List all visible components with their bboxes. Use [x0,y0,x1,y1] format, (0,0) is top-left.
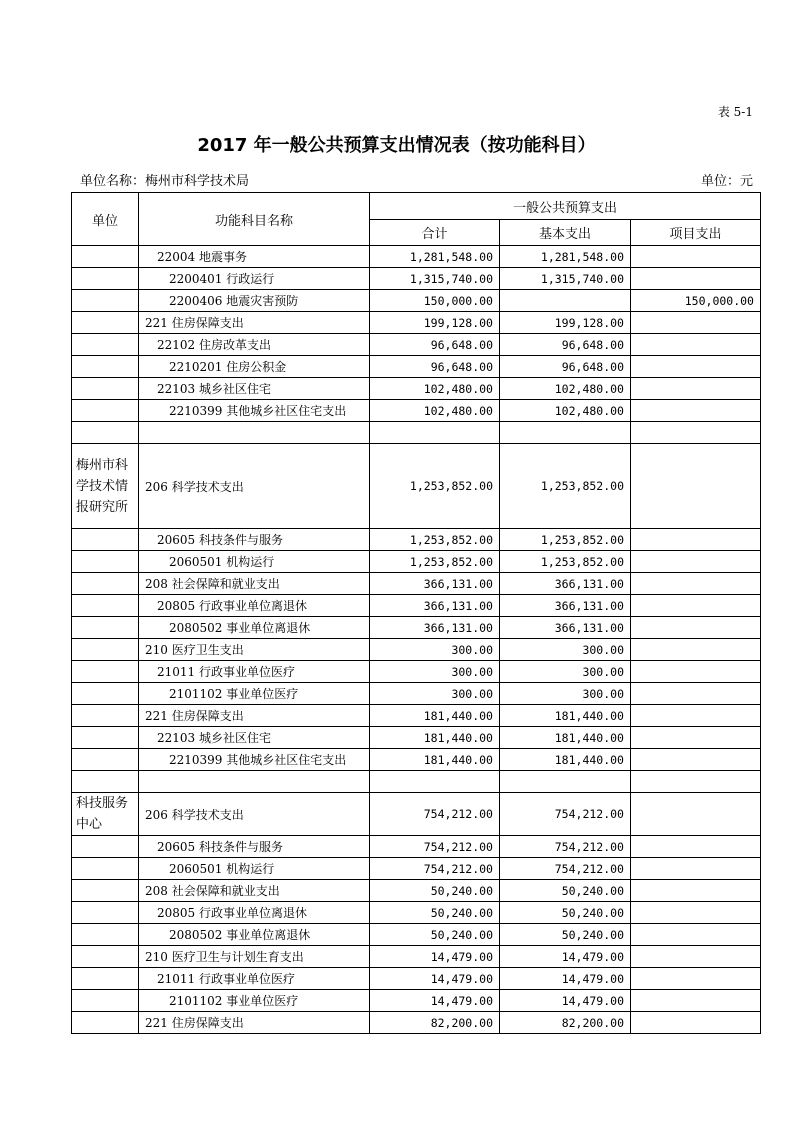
total-cell: 199,128.00 [370,312,500,334]
basic-cell: 181,440.00 [500,705,631,727]
subject-cell: 208 社会保障和就业支出 [139,573,370,595]
unit-cell [72,902,139,924]
unit-cell [72,268,139,290]
basic-cell: 14,479.00 [500,968,631,990]
page-title: 2017 年一般公共预算支出情况表（按功能科目） [197,135,596,156]
subject-cell: 221 住房保障支出 [139,312,370,334]
table-row [72,1012,761,1034]
project-cell [631,902,761,924]
unit-cell [72,378,139,400]
total-cell: 102,480.00 [370,400,500,422]
total-cell: 1,315,740.00 [370,268,500,290]
budget-table [71,192,761,1034]
basic-cell: 102,480.00 [500,378,631,400]
table-row [72,968,761,990]
total-cell: 14,479.00 [370,968,500,990]
total-cell: 366,131.00 [370,573,500,595]
total-cell: 181,440.00 [370,727,500,749]
project-cell [631,268,761,290]
header-total: 合计 [370,220,500,246]
subject-cell: 210 医疗卫生支出 [139,639,370,661]
subject-cell: 206 科学技术支出 [139,793,370,836]
basic-cell [500,771,631,793]
table-row [72,312,761,334]
total-cell: 96,648.00 [370,356,500,378]
table-row [72,836,761,858]
unit-cell [72,334,139,356]
basic-cell: 14,479.00 [500,990,631,1012]
header-basic: 基本支出 [500,220,631,246]
subject-cell: 210 医疗卫生与计划生育支出 [139,946,370,968]
basic-cell: 50,240.00 [500,902,631,924]
header-unit: 单位 [72,193,139,246]
project-cell [631,378,761,400]
unit-cell [72,639,139,661]
basic-cell: 82,200.00 [500,1012,631,1034]
subject-cell: 2080502 事业单位离退休 [139,924,370,946]
total-cell: 96,648.00 [370,334,500,356]
basic-cell: 96,648.00 [500,356,631,378]
subject-cell: 2210399 其他城乡社区住宅支出 [139,400,370,422]
project-cell [631,836,761,858]
subject-cell: 2200401 行政运行 [139,268,370,290]
project-cell [631,334,761,356]
unit-cell [72,924,139,946]
basic-cell: 366,131.00 [500,595,631,617]
total-cell: 300.00 [370,661,500,683]
subject-cell: 221 住房保障支出 [139,1012,370,1034]
total-cell [370,422,500,444]
unit-cell [72,836,139,858]
subject-cell: 22004 地震事务 [139,246,370,268]
subject-cell: 21011 行政事业单位医疗 [139,661,370,683]
table-row [72,356,761,378]
project-cell [631,924,761,946]
subject-cell: 2101102 事业单位医疗 [139,683,370,705]
project-cell [631,573,761,595]
unit-cell [72,858,139,880]
total-cell [370,771,500,793]
project-cell [631,771,761,793]
project-cell [631,551,761,573]
basic-cell: 300.00 [500,683,631,705]
unit-cell [72,749,139,771]
unit-cell [72,880,139,902]
total-cell: 50,240.00 [370,880,500,902]
basic-cell: 1,253,852.00 [500,444,631,529]
table-row [72,639,761,661]
total-cell: 754,212.00 [370,858,500,880]
total-cell: 150,000.00 [370,290,500,312]
basic-cell: 181,440.00 [500,727,631,749]
project-cell [631,727,761,749]
subject-cell: 22103 城乡社区住宅 [139,378,370,400]
table-row [72,595,761,617]
total-cell: 1,253,852.00 [370,551,500,573]
subject-cell: 20605 科技条件与服务 [139,529,370,551]
unit-cell [72,246,139,268]
table-row [72,290,761,312]
unit-cell [72,990,139,1012]
unit-cell [72,356,139,378]
table-row [72,444,761,529]
table-row [72,551,761,573]
basic-cell: 96,648.00 [500,334,631,356]
unit-cell [72,529,139,551]
project-cell [631,705,761,727]
total-cell: 1,253,852.00 [370,529,500,551]
table-row [72,858,761,880]
unit-cell [72,617,139,639]
basic-cell: 1,253,852.00 [500,529,631,551]
project-cell [631,444,761,529]
table-row [72,880,761,902]
project-cell: 150,000.00 [631,290,761,312]
total-cell: 754,212.00 [370,836,500,858]
project-cell [631,858,761,880]
subject-cell: 22102 住房改革支出 [139,334,370,356]
unit-cell [72,422,139,444]
subject-cell [139,771,370,793]
table-row [72,749,761,771]
table-row [72,400,761,422]
subject-cell: 2060501 机构运行 [139,858,370,880]
total-cell: 14,479.00 [370,946,500,968]
table-row [72,268,761,290]
unit-cell [72,683,139,705]
total-cell: 50,240.00 [370,924,500,946]
table-row [72,990,761,1012]
header-group: 一般公共预算支出 [370,193,761,220]
total-cell: 754,212.00 [370,793,500,836]
subject-cell: 208 社会保障和就业支出 [139,880,370,902]
unit-cell [72,1012,139,1034]
project-cell [631,793,761,836]
subject-cell: 22103 城乡社区住宅 [139,727,370,749]
basic-cell: 14,479.00 [500,946,631,968]
subject-cell: 21011 行政事业单位医疗 [139,968,370,990]
table-row [72,378,761,400]
project-cell [631,968,761,990]
unit-cell [72,551,139,573]
subject-cell: 2060501 机构运行 [139,551,370,573]
project-cell [631,683,761,705]
basic-cell: 366,131.00 [500,617,631,639]
basic-cell: 1,253,852.00 [500,551,631,573]
basic-cell: 754,212.00 [500,858,631,880]
project-cell [631,312,761,334]
subject-cell: 2080502 事业单位离退休 [139,617,370,639]
subject-cell: 221 住房保障支出 [139,705,370,727]
total-cell: 14,479.00 [370,990,500,1012]
unit-cell: 科技服务中心 [72,793,139,836]
table-row [72,793,761,836]
unit-cell [72,595,139,617]
basic-cell [500,290,631,312]
total-cell: 1,253,852.00 [370,444,500,529]
table-row [72,683,761,705]
unit-cell [72,290,139,312]
table-row [72,705,761,727]
unit-cell: 梅州市科学技术情报研究所 [72,444,139,529]
project-cell [631,529,761,551]
basic-cell: 102,480.00 [500,400,631,422]
basic-cell: 366,131.00 [500,573,631,595]
basic-cell: 300.00 [500,661,631,683]
unit-cell [72,573,139,595]
unit-cell [72,946,139,968]
header-subject: 功能科目名称 [139,193,370,246]
subject-cell: 20605 科技条件与服务 [139,836,370,858]
total-cell: 300.00 [370,639,500,661]
project-cell [631,356,761,378]
unit-cell [72,771,139,793]
table-row [72,771,761,793]
subject-cell: 2101102 事业单位医疗 [139,990,370,1012]
basic-cell: 199,128.00 [500,312,631,334]
unit-cell [72,727,139,749]
project-cell [631,400,761,422]
project-cell [631,595,761,617]
project-cell [631,617,761,639]
currency-label: 单位：元 [700,174,753,189]
total-cell: 366,131.00 [370,617,500,639]
project-cell [631,422,761,444]
basic-cell: 754,212.00 [500,793,631,836]
basic-cell: 1,281,548.00 [500,246,631,268]
table-row [72,924,761,946]
basic-cell: 50,240.00 [500,880,631,902]
project-cell [631,639,761,661]
unit-cell [72,661,139,683]
project-cell [631,1012,761,1034]
unit-cell [72,968,139,990]
table-row [72,946,761,968]
table-row [72,573,761,595]
basic-cell: 1,315,740.00 [500,268,631,290]
unit-cell [72,400,139,422]
subject-cell: 20805 行政事业单位离退休 [139,595,370,617]
table-body [72,246,761,1034]
subject-cell: 20805 行政事业单位离退休 [139,902,370,924]
project-cell [631,246,761,268]
total-cell: 82,200.00 [370,1012,500,1034]
subject-cell: 2200406 地震灾害预防 [139,290,370,312]
subject-cell: 2210201 住房公积金 [139,356,370,378]
project-cell [631,880,761,902]
table-row [72,246,761,268]
table-row [72,661,761,683]
total-cell: 50,240.00 [370,902,500,924]
total-cell: 1,281,548.00 [370,246,500,268]
basic-cell: 50,240.00 [500,924,631,946]
subject-cell: 2210399 其他城乡社区住宅支出 [139,749,370,771]
table-row [72,529,761,551]
header-project: 项目支出 [631,220,761,246]
table-row [72,727,761,749]
total-cell: 181,440.00 [370,749,500,771]
basic-cell [500,422,631,444]
table-number: 表 5-1 [717,105,753,119]
subject-cell: 206 科学技术支出 [139,444,370,529]
basic-cell: 181,440.00 [500,749,631,771]
project-cell [631,946,761,968]
subject-cell [139,422,370,444]
total-cell: 102,480.00 [370,378,500,400]
basic-cell: 754,212.00 [500,836,631,858]
project-cell [631,749,761,771]
table-row [72,334,761,356]
table-row [72,422,761,444]
project-cell [631,990,761,1012]
total-cell: 366,131.00 [370,595,500,617]
table-row [72,617,761,639]
unit-cell [72,312,139,334]
table-row [72,902,761,924]
total-cell: 300.00 [370,683,500,705]
unit-name-label: 单位名称：梅州市科学技术局 [80,174,250,189]
basic-cell: 300.00 [500,639,631,661]
total-cell: 181,440.00 [370,705,500,727]
project-cell [631,661,761,683]
unit-cell [72,705,139,727]
